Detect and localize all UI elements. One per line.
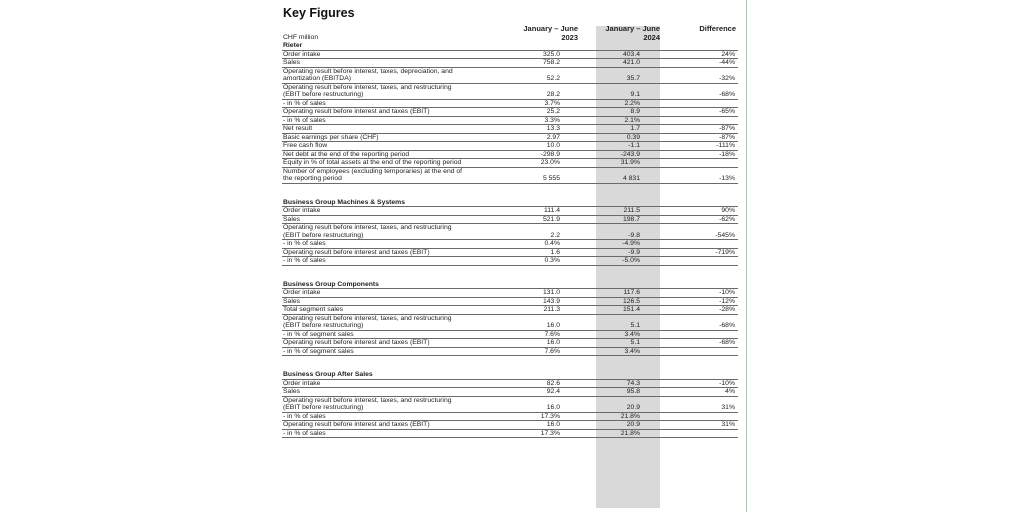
row-label [283,224,515,239]
table-row [282,430,738,439]
value-2023: 111.4 [544,207,560,214]
value-2023: 2.2 [550,231,560,239]
row-label [283,397,515,412]
row-label [283,413,515,421]
table-row [282,397,738,413]
value-2024: 403.4 [622,50,640,58]
value-difference: -111% [716,142,735,149]
value-2024: 117.6 [623,289,640,296]
value-2024: 9.1 [630,91,640,98]
row-label-line: Operating result before interest, taxes, depreciation, and [283,67,453,75]
document-title: Key Figures [283,6,355,20]
row-label [283,51,515,59]
value-2024: 20.9 [626,421,640,428]
value-2024: 20.9 [626,404,640,411]
row-label-line: Free cash flow [283,142,328,149]
value-2024: 211.5 [623,207,640,214]
value-2023: 16.0 [546,339,560,346]
section-title: Business Group Machines & Systems [283,198,406,206]
table-row [282,289,738,298]
row-label [283,151,515,159]
row-label-line: - in % of sales [283,240,326,247]
row-label-line: Sales [283,59,301,66]
value-difference: 31% [721,421,735,428]
value-2024: -9.9 [628,248,640,256]
value-2023: 82.6 [546,379,560,387]
value-2024: -5.0% [622,257,640,264]
row-label-line: Operating result before interest, taxes, and restructuring [283,314,452,322]
row-label [283,306,515,314]
section-header [282,42,738,51]
section-header [282,371,738,380]
row-label [283,380,515,388]
row-label [283,249,515,257]
row-label [283,134,515,142]
row-label-line: Order intake [283,289,321,296]
value-difference: -65% [719,108,735,115]
table-row [282,348,738,357]
value-2024: 126.5 [622,297,640,305]
row-label [283,257,515,265]
row-label [283,388,515,396]
value-2023: 16.0 [546,404,560,411]
value-2023: 758.2 [542,59,560,66]
row-label [283,216,515,224]
value-2023: 16.0 [546,421,560,428]
section-header [282,199,738,208]
value-difference: -68% [719,91,735,98]
row-label [283,84,515,99]
value-2024: -243.9 [620,150,640,158]
row-label [283,100,515,108]
value-2024: 2.2% [624,99,640,107]
value-difference: -545% [715,231,735,239]
table-row [282,298,738,307]
row-label-line: Total segment sales [283,306,344,313]
value-2024: 21.8% [620,412,640,420]
value-difference: 31% [721,404,735,411]
row-label-line: Sales [283,388,301,395]
section-title: Rieter [283,42,303,49]
table-row [282,331,738,340]
table-row [282,388,738,397]
value-2024: 4 831 [622,175,640,182]
row-label-line: Operating result before interest and taxes (EBIT) [283,421,430,428]
value-2024: 3.4% [624,347,640,355]
value-2024: 5.1 [630,339,640,346]
table-row [282,134,738,143]
value-2023: 325.0 [542,50,560,58]
table-row [282,380,738,389]
table-row [282,51,738,60]
value-2023: 143.9 [542,297,560,305]
row-label-line: (EBIT before restructuring) [283,404,364,411]
table-row [282,168,738,184]
value-difference: -18% [719,150,735,158]
row-label-line: (EBIT before restructuring) [283,322,364,329]
value-2024: 8.9 [630,108,640,115]
value-2023: 3.3% [544,116,560,124]
value-2024: 421.0 [622,59,640,66]
value-2023: 2.97 [546,133,560,141]
row-label-line: Order intake [283,50,321,58]
value-2024: 21.8% [620,429,640,437]
value-2023: 0.3% [544,257,560,264]
value-difference: 24% [721,50,735,58]
row-label-line: Basic earnings per share (CHF) [283,133,379,141]
table-row [282,151,738,160]
value-2024: 95.8 [626,388,640,395]
row-label-line: Order intake [283,379,321,387]
row-label [283,331,515,339]
row-label [283,68,515,83]
unit-label: CHF million [283,34,319,41]
value-2023: 3.7% [544,99,560,107]
row-label-line: (EBIT before restructuring) [283,91,364,98]
row-label-line: Operating result before interest, taxes, and restructuring [283,83,452,91]
row-label-line: - in % of segment sales [283,330,354,338]
row-label [283,421,515,429]
row-label [283,315,515,330]
header-period-2023-line1: January – June [523,24,578,33]
table-row [282,306,738,315]
row-label-line: Operating result before interest, taxes, and restructuring [283,396,452,404]
row-label-line: Sales [283,215,301,223]
row-label-line: - in % of sales [283,116,326,124]
row-label-line: Sales [283,297,301,305]
row-label-line: - in % of sales [283,257,326,264]
value-difference: -87% [719,125,735,132]
value-2023: 17.3% [540,412,560,420]
row-label-line: - in % of sales [283,412,326,420]
table-row [282,125,738,134]
row-label-line: (EBIT before restructuring) [283,231,364,239]
table-row [282,216,738,225]
key-figures-document [282,4,742,508]
value-2024: 198.7 [622,215,640,223]
value-2024: 151.4 [622,306,640,313]
value-2024: 1.7 [630,125,640,132]
row-label-line: Operating result before interest, taxes, and restructuring [283,224,452,231]
value-2023: 13.3 [546,125,560,132]
value-2024: 2.1% [624,116,640,124]
row-label-line: Net debt at the end of the reporting period [283,150,410,158]
row-label-line: Operating result before interest and taxes (EBIT) [283,248,430,256]
table-row [282,59,738,68]
value-2023: 1.6 [550,248,560,256]
table-row [282,421,738,430]
page-edge-line [746,0,747,512]
row-label [283,207,515,215]
row-label [283,289,515,297]
table-row [282,84,738,100]
header-period-2024 [592,24,660,42]
table-row [282,315,738,331]
value-difference: -68% [719,322,735,329]
row-label-line: the reporting period [283,175,342,182]
value-2024: 31.9% [620,159,640,166]
value-2023: 7.6% [544,347,560,355]
value-difference: -28% [719,306,735,313]
section-title: Business Group After Sales [283,371,373,378]
row-label-line: Operating result before interest and taxes (EBIT) [283,108,430,115]
value-difference: -32% [719,75,735,82]
table-row [282,159,738,168]
section-title: Business Group Components [283,280,379,288]
header-difference: Difference [699,24,736,33]
value-2023: 5 555 [542,175,560,182]
value-2024: -9.8 [628,231,640,239]
header-period-2024-line2: 2024 [643,33,660,42]
header-period-2023 [510,24,578,42]
value-difference: -68% [719,339,735,346]
row-label [283,142,515,150]
value-2023: 10.0 [546,142,560,149]
table-row [282,413,738,422]
row-label-line: amortization (EBITDA) [283,75,351,82]
row-label [283,125,515,133]
section-header [282,281,738,290]
row-label [283,240,515,248]
row-label [283,298,515,306]
row-label-line: - in % of segment sales [283,347,354,355]
value-2024: 0.39 [626,133,640,141]
table-row [282,249,738,258]
row-label-line: Order intake [283,207,321,214]
row-label [283,59,515,67]
value-2024: 35.7 [626,75,640,82]
value-difference: 90% [721,207,735,214]
row-label-line: - in % of sales [283,429,326,437]
row-label [283,430,515,438]
value-difference: -44% [719,59,735,66]
row-label-line: - in % of sales [283,99,326,107]
row-label [283,108,515,116]
value-2023: 131.0 [542,289,560,296]
value-difference: -10% [719,379,735,387]
table-row [282,142,738,151]
row-label-line: Operating result before interest and taxes (EBIT) [283,339,430,346]
table-row [282,68,738,84]
header-period-2023-line2: 2023 [561,33,578,42]
row-label [283,168,515,183]
header-period-2024-line1: January – June [605,24,660,33]
value-2023: 521.9 [542,215,560,223]
value-2024: -1.1 [628,142,640,149]
value-2023: 0.4% [544,240,560,247]
row-label [283,339,515,347]
row-label-line: Equity in % of total assets at the end of the reporting period [283,159,462,166]
value-2023: 23.0% [540,159,560,166]
table-row [282,207,738,216]
value-difference: -10% [719,289,735,296]
value-2023: 7.6% [544,330,560,338]
value-2024: -4.9% [622,240,640,247]
row-label [283,117,515,125]
value-difference: -719% [715,248,735,256]
table-row [282,100,738,109]
table-row [282,108,738,117]
value-2023: 28.2 [546,91,560,98]
value-2024: 74.3 [626,379,640,387]
row-label [283,348,515,356]
value-difference: -13% [719,175,735,182]
table-row [282,240,738,249]
value-difference: -87% [719,133,735,141]
value-difference: -12% [719,297,735,305]
row-label [283,159,515,167]
value-2024: 5.1 [630,322,640,329]
value-2023: 52.2 [546,75,560,82]
table-row [282,257,738,266]
value-2023: 17.3% [540,429,560,437]
value-2023: 92.4 [546,388,560,395]
table-row [282,117,738,126]
row-label-line: Net result [283,125,313,132]
value-2023: 211.3 [543,306,560,313]
value-difference: -62% [719,215,735,223]
value-2024: 3.4% [624,330,640,338]
value-2023: -298.9 [540,150,560,158]
value-2023: 16.0 [546,322,560,329]
row-label-line: Number of employees (excluding temporaries) at the end of [283,167,463,175]
table-row [282,224,738,240]
value-2023: 25.2 [546,108,560,115]
table-row [282,339,738,348]
value-difference: 4% [725,388,735,395]
